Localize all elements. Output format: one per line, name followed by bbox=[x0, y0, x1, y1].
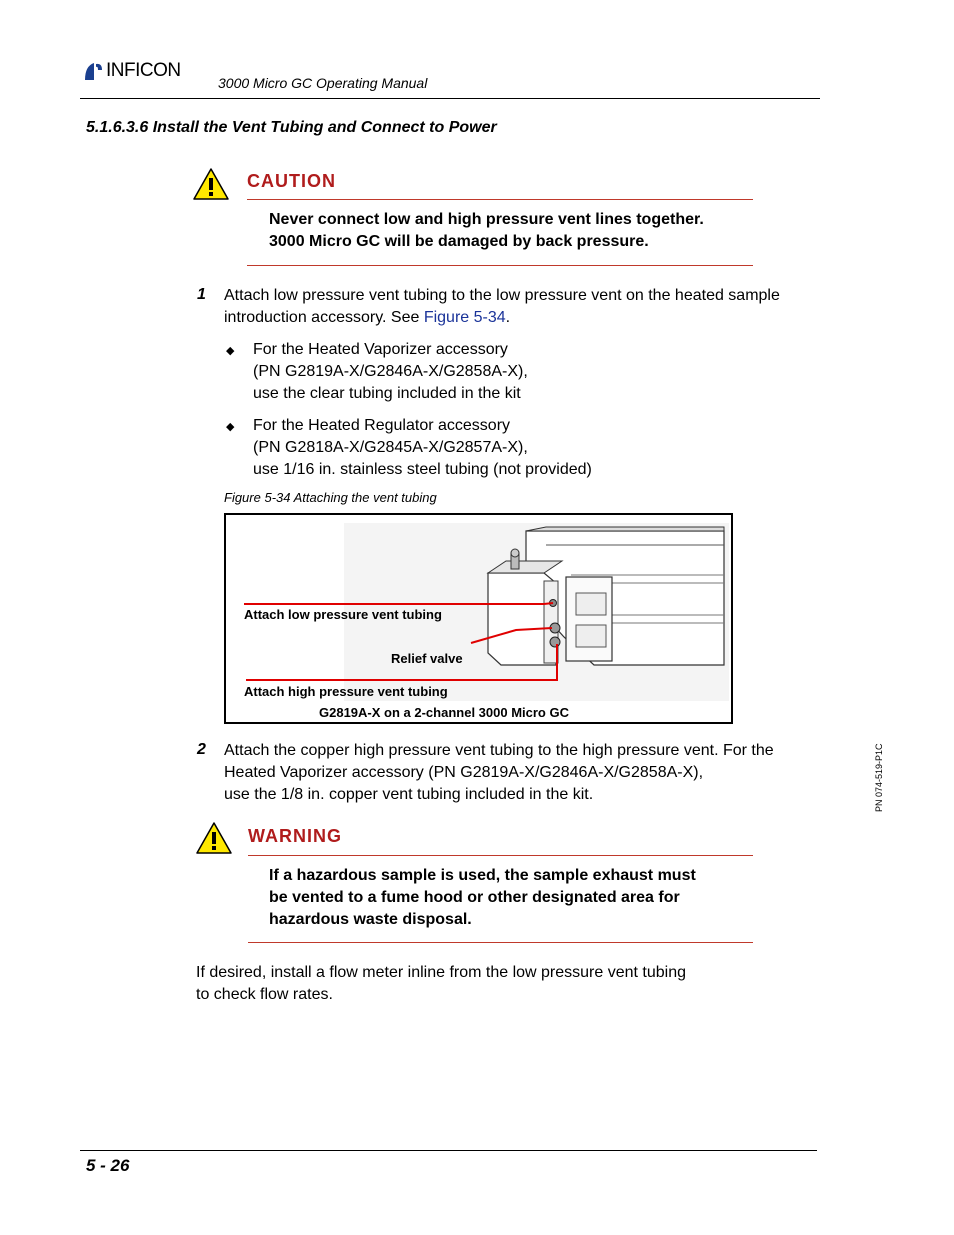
figure-5-34-link[interactable]: Figure 5-34 bbox=[423, 309, 506, 326]
step-2-text bbox=[224, 740, 824, 806]
warning-icon bbox=[195, 821, 233, 855]
figure-caption: Figure 5-34 Attaching the vent tubing bbox=[224, 490, 437, 505]
caution-line-2: 3000 Micro GC will be damaged by back pressure. bbox=[269, 233, 649, 250]
step-1-text bbox=[224, 285, 824, 329]
warning-line-2: be vented to a fume hood or other designated area for bbox=[269, 889, 680, 906]
warning-title: WARNING bbox=[248, 826, 342, 846]
closing-line-2: to check flow rates. bbox=[196, 986, 333, 1003]
closing-paragraph bbox=[196, 962, 686, 1006]
closing-line-1: If desired, install a flow meter inline from the low pressure vent tubing bbox=[196, 964, 687, 981]
step-2-line-1: Attach the copper high pressure vent tubing to the high pressure vent. For the bbox=[224, 742, 774, 759]
inficon-logo-icon bbox=[82, 60, 104, 82]
section-title: 5.1.6.3.6 Install the Vent Tubing and Connect to Power bbox=[86, 119, 497, 136]
figure-vent-tubing bbox=[224, 513, 733, 724]
caution-title: CAUTION bbox=[247, 171, 336, 191]
footer-rule bbox=[80, 1150, 817, 1151]
caution-rule-top bbox=[247, 199, 753, 200]
step-2-line-2: Heated Vaporizer accessory (PN G2819A-X/G2846A-X/G2858A-X), bbox=[224, 764, 704, 781]
step-2-line-3: use the 1/8 in. copper vent tubing included in the kit. bbox=[224, 786, 594, 803]
bullet-1-line-2: (PN G2819A-X/G2846A-X/G2858A-X), bbox=[253, 363, 528, 380]
bullet-item-2 bbox=[253, 415, 592, 481]
page-number: 5 - 26 bbox=[86, 1156, 130, 1175]
warning-rule-top bbox=[248, 855, 753, 856]
caution-line-1: Never connect low and high pressure vent lines together. bbox=[269, 211, 704, 228]
caution-text bbox=[269, 209, 704, 253]
caution-warning-icon bbox=[192, 167, 230, 201]
bullet-2-line-2: (PN G2818A-X/G2845A-X/G2857A-X), bbox=[253, 439, 528, 456]
step-1-number: 1 bbox=[197, 286, 206, 303]
caution-rule-bottom bbox=[247, 265, 753, 266]
low-vent-label: Attach low pressure vent tubing bbox=[244, 607, 442, 622]
warning-text bbox=[269, 865, 696, 931]
figure-subtitle: G2819A-X on a 2-channel 3000 Micro GC bbox=[319, 705, 569, 720]
header-rule bbox=[80, 98, 820, 99]
step-1-line-1: Attach low pressure vent tubing to the low pressure vent on the heated sample bbox=[224, 287, 780, 304]
warning-line-1: If a hazardous sample is used, the sample exhaust must bbox=[269, 867, 696, 884]
bullet-item-1 bbox=[253, 339, 528, 405]
bullet-2-line-3: use 1/16 in. stainless steel tubing (not provided) bbox=[253, 461, 592, 478]
bullet-2-line-1: For the Heated Regulator accessory bbox=[253, 417, 511, 434]
part-number: PN 074-519-P1C bbox=[874, 743, 884, 812]
high-vent-label: Attach high pressure vent tubing bbox=[244, 684, 448, 699]
bullet-1-line-3: use the clear tubing included in the kit bbox=[253, 385, 521, 402]
bullet-1-line-1: For the Heated Vaporizer accessory bbox=[253, 341, 508, 358]
bullet-diamond-icon: ◆ bbox=[226, 421, 235, 433]
warning-rule-bottom bbox=[248, 942, 753, 943]
step-1-line-2-period: . bbox=[505, 309, 511, 326]
step-1-line-2 bbox=[224, 307, 824, 329]
step-1-line-2-text: introduction accessory. See bbox=[224, 309, 424, 326]
logo-text: INFICON bbox=[106, 60, 181, 81]
relief-valve-label: Relief valve bbox=[391, 651, 463, 666]
manual-title: 3000 Micro GC Operating Manual bbox=[218, 75, 428, 91]
bullet-diamond-icon: ◆ bbox=[226, 345, 235, 357]
step-2-number: 2 bbox=[197, 741, 206, 758]
inficon-logo bbox=[82, 58, 202, 84]
warning-line-3: hazardous waste disposal. bbox=[269, 911, 472, 928]
